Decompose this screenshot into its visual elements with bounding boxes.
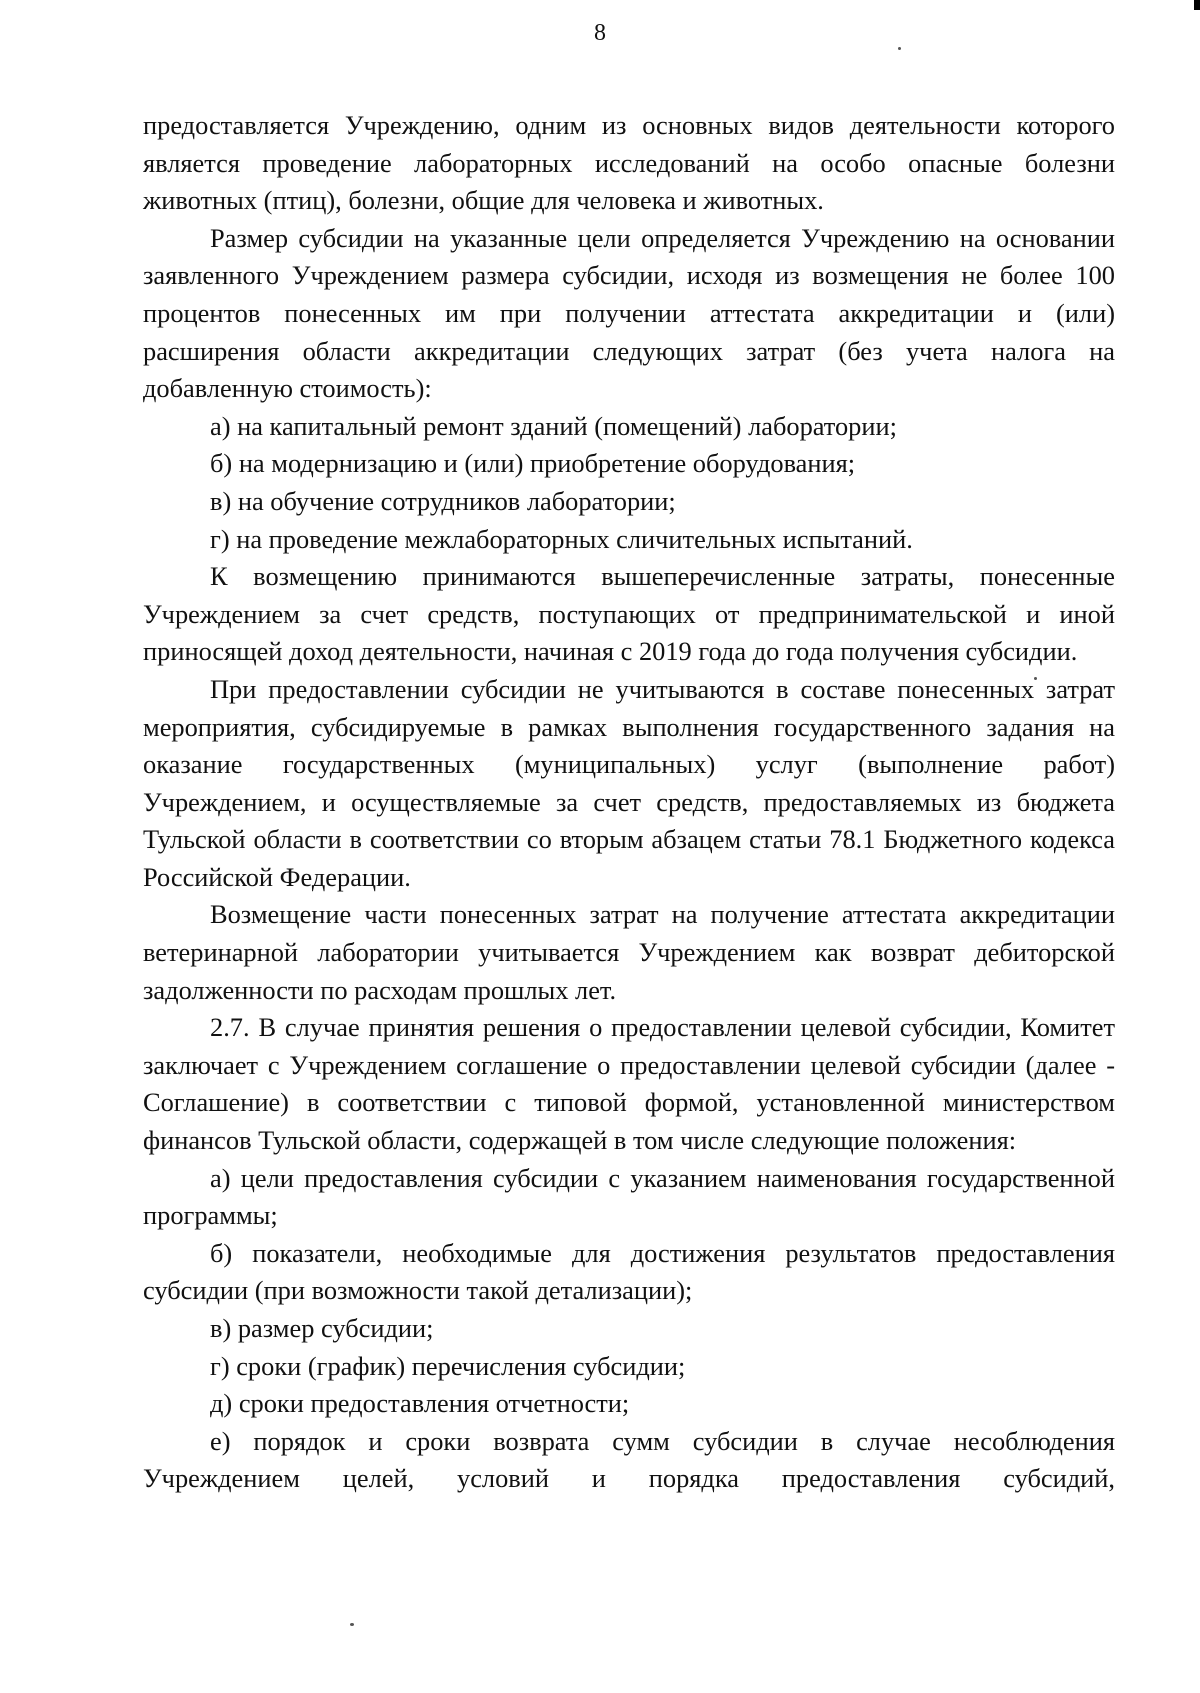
document-body — [143, 107, 1115, 1498]
scan-edge-mark — [1194, 0, 1200, 10]
agreement-item-b: б) показатели, необходимые для достижения результатов предоставления субсидии (при возможности такой детализации); — [143, 1237, 1115, 1306]
scan-speck — [350, 1623, 354, 1626]
agreement-item-g: г) сроки (график) перечисления субсидии; — [210, 1350, 686, 1381]
page-number: 8 — [594, 20, 606, 46]
agreement-item-v: в) размер субсидии; — [210, 1313, 434, 1343]
paragraph-accounting: Возмещение части понесенных затрат на получение аттестата аккредитации ветеринарной лаборатории учитывается Учреждением как возврат дебиторской задолженности по расходам прошлых лет. — [143, 899, 1115, 1005]
list-item-g: г) на проведение межлабораторных сличительных испытаний. — [210, 523, 913, 554]
agreement-item-e: е) порядок и сроки возврата сумм субсидии в случае несоблюдения Учреждением целей, условий и порядка предоставления субсидий, — [143, 1425, 1115, 1494]
paragraph-exclusions: При предоставлении субсидии не учитываются в составе понесенных затрат мероприятия, субсидируемые в рамках выполнения государственного задания на оказание государственных (муниципальных) услуг (выполнение работ) Учреждением, и осуществляемые за счет средств, предоставляемых из бюджета Тульской области в соответствии со вторым абзацем статьи 78.1 Бюджетного кодекса Российской Федерации. — [143, 673, 1115, 892]
agreement-item-a: а) цели предоставления субсидии с указанием наименования государственной программы; — [143, 1162, 1115, 1231]
paragraph-subsidy-size: Размер субсидии на указанные цели определяется Учреждению на основании заявленного Учреждением размера субсидии, исходя из возмещения не более 100 процентов понесенных им при получении аттестата аккредитации и (или) расширения области аккредитации следующих затрат (без учета налога на добавленную стоимость): — [143, 222, 1115, 404]
agreement-item-d: д) сроки предоставления отчетности; — [210, 1388, 630, 1419]
paragraph-reimbursement: К возмещению принимаются вышеперечисленные затраты, понесенные Учреждением за счет средств, поступающих от предпринимательской и иной приносящей доход деятельности, начиная с 2019 года до года получения субсидии. — [143, 561, 1115, 667]
paragraph-continuation: предоставляется Учреждению, одним из основных видов деятельности которого является проведение лабораторных исследований на особо опасные болезни животных (птиц), болезни, общие для человека и животных. — [143, 110, 1115, 216]
list-item-v: в) на обучение сотрудников лаборатории; — [210, 485, 676, 516]
list-item-b: б) на модернизацию и (или) приобретение оборудования; — [210, 448, 856, 479]
list-item-a: а) на капитальный ремонт зданий (помещений) лаборатории; — [210, 410, 897, 441]
section-2-7: 2.7. В случае принятия решения о предоставлении целевой субсидии, Комитет заключает с Учреждением соглашение о предоставлении целевой субсидии (далее - Соглашение) в соответствии с типовой формой, установленной министерством финансов Тульской области, содержащей в том числе следующие положения: — [143, 1012, 1115, 1156]
